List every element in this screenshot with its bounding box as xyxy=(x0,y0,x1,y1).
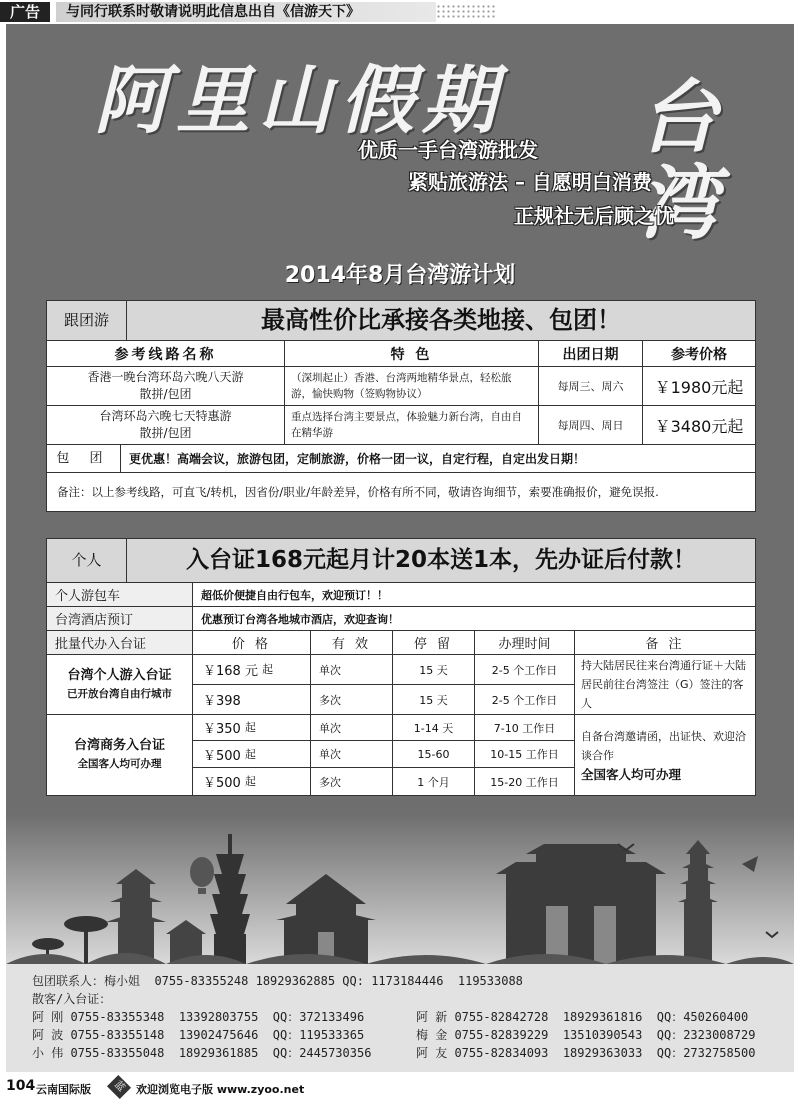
ad-tag: 广告 xyxy=(0,2,50,22)
brand-logo-icon: 蓝 xyxy=(107,1075,131,1099)
visa-price: ￥500 起 xyxy=(193,768,311,795)
dot-pattern xyxy=(436,4,496,20)
ad-header-strip xyxy=(0,0,800,24)
poster-title: 阿里山假期 xyxy=(94,58,504,144)
individual-table xyxy=(46,538,756,796)
contact-row: 小 伟 0755-83355048 18929361885 QQ：2445730356 阿 友 0755-82834093 18929363033 QQ：2732758500 xyxy=(32,1046,756,1060)
slogan-2: 紧贴旅游法 – 自愿明白消费 xyxy=(408,170,652,194)
table-row xyxy=(47,367,285,406)
car-label: 个人游包车 xyxy=(47,583,193,607)
visa-stay: 15 天 xyxy=(393,655,475,685)
business-visa-title: 台湾商务入台证 xyxy=(73,738,165,753)
visa-price: ￥350 起 xyxy=(193,715,311,741)
col-visa-stay: 停 留 xyxy=(393,631,475,655)
group-contact: 包团联系人：梅小姐 0755-83355248 18929362885 QQ: 1173184446 119533088 xyxy=(32,974,523,988)
visa-valid: 多次 xyxy=(311,768,393,795)
visa-time: 10-15 工作日 xyxy=(475,741,575,768)
personal-visa-title: 台湾个人游入台证 xyxy=(67,667,172,683)
ad-notice: 与同行联系时敬请说明此信息出自《信游天下》 xyxy=(56,2,436,22)
hotel-label: 台湾酒店预订 xyxy=(47,607,193,631)
col-feature-header: 特 色 xyxy=(285,341,539,367)
visa-valid: 多次 xyxy=(311,685,393,715)
contact-row: 阿 波 0755-83355148 13902475646 QQ：119533365 梅 金 0755-82839229 13510390543 QQ：2323008729 xyxy=(32,1028,756,1042)
package-text: 更优惠！高端会议，旅游包团，定制旅游，价格一团一议，自定行程，自定出发日期！ xyxy=(121,445,755,473)
edition-name: 云南国际版 xyxy=(36,1083,91,1096)
route-type: 散拼/包团 xyxy=(139,426,192,440)
page-number: 104 xyxy=(6,1078,36,1094)
group-tour-table xyxy=(46,300,756,512)
visa-stay: 1 个月 xyxy=(393,768,475,795)
visa-valid: 单次 xyxy=(311,741,393,768)
poster-title-right: 台湾 xyxy=(638,70,718,250)
website-link[interactable]: 欢迎浏览电子版 www.zyoo.net xyxy=(136,1083,305,1096)
business-visa-label xyxy=(47,715,193,795)
taiwan-landmarks-illustration xyxy=(6,814,794,976)
poster xyxy=(6,24,794,1072)
group-remark: 备注：以上参考线路，可直飞/转机，因省份/职业/年龄差异，价格有所不同，敬请咨询细节，索要准确报价，避免误报. xyxy=(57,485,659,499)
personal-visa-label xyxy=(47,655,193,715)
plan-title: 2014年8月台湾游计划 xyxy=(284,263,516,288)
visa-time: 2-5 个工作日 xyxy=(475,685,575,715)
col-date-header: 出团日期 xyxy=(539,341,643,367)
route-price: ￥3480元起 xyxy=(643,406,755,445)
visa-stay: 15 天 xyxy=(393,685,475,715)
col-visa-note: 备 注 xyxy=(575,631,755,655)
business-visa-sub: 全国客人均可办理 xyxy=(77,758,162,770)
hotel-text: 优惠预订台湾各地城市酒店，欢迎查询！ xyxy=(193,607,755,631)
col-route-header: 参考线路名称 xyxy=(47,341,285,367)
col-price-header: 参考价格 xyxy=(643,341,755,367)
table-row xyxy=(47,406,285,445)
contact-row: 阿 刚 0755-83355348 13392803755 QQ：372133496 阿 新 0755-82842728 18929361816 QQ：450260400 xyxy=(32,1010,749,1024)
visa-time: 2-5 个工作日 xyxy=(475,655,575,685)
business-visa-note: 自备台湾邀请函，出证快、欢迎洽谈合作 全国客人均可办理 xyxy=(581,729,746,782)
route-feature: （深圳起止）香港、台湾两地精华景点，轻松旅游，愉快购物（签购物协议） xyxy=(285,367,539,406)
individual-headline: 入台证168元起月计20本送1本，先办证后付款！ xyxy=(185,547,697,573)
visa-valid: 单次 xyxy=(311,655,393,685)
route-type: 散拼/包团 xyxy=(139,387,192,401)
route-dates: 每周四、周日 xyxy=(539,406,643,445)
visa-stay: 15-60 xyxy=(393,741,475,768)
col-visa-price: 价 格 xyxy=(193,631,311,655)
group-label: 跟团游 xyxy=(47,301,127,340)
visa-valid: 单次 xyxy=(311,715,393,741)
page-footer xyxy=(0,1076,800,1100)
visa-price: ￥168 元 起 xyxy=(193,655,311,685)
visa-time: 15-20 工作日 xyxy=(475,768,575,795)
group-header xyxy=(47,301,755,341)
personal-visa-sub: 已开放台湾自由行城市 xyxy=(67,687,172,700)
slogan-1: 优质一手台湾游批发 xyxy=(358,138,538,162)
individual-contact-label: 散客/入台证： xyxy=(32,992,112,1006)
contact-info xyxy=(6,964,794,1072)
visa-time: 7-10 工作日 xyxy=(475,715,575,741)
individual-header xyxy=(47,539,755,583)
car-text: 超低价便捷自由行包车，欢迎预订！！ xyxy=(193,583,755,607)
route-price: ￥1980元起 xyxy=(643,367,755,406)
route-feature: 重点选择台湾主要景点，体验魅力新台湾，自由自在精华游 xyxy=(285,406,539,445)
route-name: 香港一晚台湾环岛六晚八天游 xyxy=(87,370,244,384)
visa-price: ￥500 起 xyxy=(193,741,311,768)
route-dates: 每周三、周六 xyxy=(539,367,643,406)
visa-label: 批量代办入台证 xyxy=(47,631,193,655)
slogan-3: 正规社无后顾之忧 xyxy=(514,204,674,228)
visa-stay: 1-14 天 xyxy=(393,715,475,741)
col-visa-valid: 有 效 xyxy=(311,631,393,655)
individual-label: 个人 xyxy=(47,539,127,582)
visa-price: ￥398 xyxy=(193,685,311,715)
route-name: 台湾环岛六晚七天特惠游 xyxy=(99,409,232,423)
group-headline: 最高性价比承接各类地接、包团！ xyxy=(261,306,621,334)
col-visa-time: 办理时间 xyxy=(475,631,575,655)
memorial-gate xyxy=(496,844,666,964)
personal-visa-note: 持大陆居民往来台湾通行证＋大陆居民前往台湾签注（G）签注的客人 xyxy=(575,655,755,715)
package-label: 包 团 xyxy=(47,445,121,473)
